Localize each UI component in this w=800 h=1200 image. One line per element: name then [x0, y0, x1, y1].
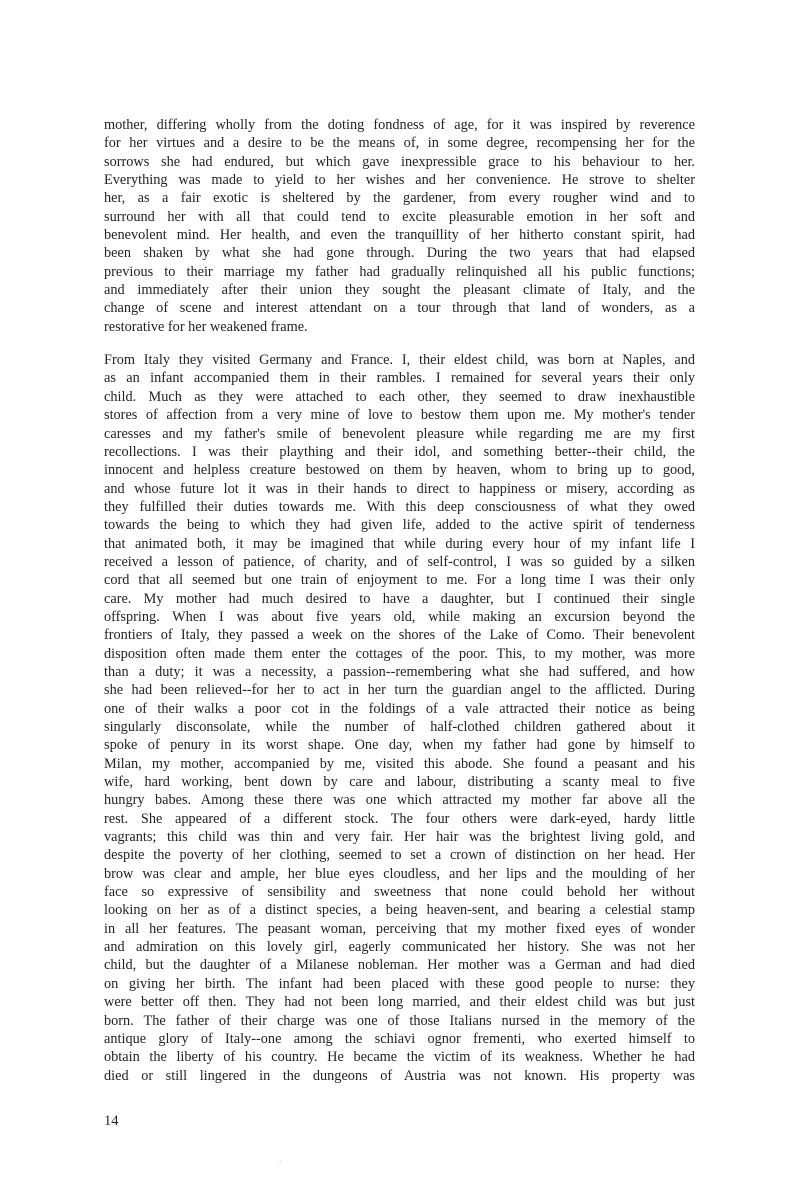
- body-text: [104, 116, 695, 1085]
- text-line: surround her with all that could tend to excite pleasurable emotion in her soft and: [104, 208, 695, 225]
- text-line: towards the being to which they had given life, added to the active spirit of tenderness: [104, 517, 695, 534]
- text-line: brow was clear and ample, her blue eyes cloudless, and her lips and the moulding of her: [104, 865, 695, 882]
- text-line: they fulfilled their duties towards me. With this deep consciousness of what they owed: [104, 498, 695, 515]
- text-line: child. Much as they were attached to each other, they seemed to draw inexhaustible: [104, 388, 695, 405]
- text-line: born. The father of their charge was one of those Italians nursed in the memory of the: [104, 1012, 695, 1029]
- text-line: singularly disconsolate, while the number of half-clothed children gathered about it: [104, 719, 695, 735]
- text-line: looking on her as of a distinct species, a being heaven-sent, and bearing a celestial stamp: [104, 902, 695, 919]
- text-line: for her virtues and a desire to be the means of, in some degree, recompensing her for the: [104, 135, 695, 152]
- text-line: and whose future lot it was in their hands to direct to happiness or misery, according as: [104, 480, 695, 497]
- text-line: on giving her birth. The infant had been placed with these good people to nurse: they: [104, 975, 695, 992]
- text-line: disposition often made them enter the cottages of the poor. This, to my mother, was more: [104, 645, 695, 662]
- text-line: died or still lingered in the dungeons of Austria was not known. His property was: [104, 1067, 695, 1084]
- text-line: Everything was made to yield to her wishes and her convenience. He strove to shelter: [104, 172, 695, 189]
- text-line: recollections. I was their plaything and their idol, and something better--their child, the: [104, 443, 695, 460]
- text-line: spoke of penury in its worst shape. One day, when my father had gone by himself to: [104, 737, 695, 754]
- text-line: previous to their marriage my father had gradually relinquished all his public functions;: [104, 263, 695, 280]
- text-line: were better off then. They had not been long married, and their eldest child was but just: [104, 994, 695, 1011]
- text-line: vagrants; this child was thin and very fair. Her hair was the brightest living gold, and: [104, 829, 695, 846]
- text-line: in all her features. The peasant woman, perceiving that my mother fixed eyes of wonder: [104, 920, 695, 937]
- text-line: antique glory of Italy--one among the schiavi ognor frementi, who exerted himself to: [104, 1030, 695, 1047]
- text-line: one of their walks a poor cot in the foldings of a vale attracted their notice as being: [104, 700, 695, 717]
- text-line: cord that all seemed but one train of enjoyment to me. For a long time I was their only: [104, 572, 695, 589]
- text-line: rest. She appeared of a different stock. The four others were dark-eyed, hardy little: [104, 810, 695, 827]
- paragraph-2: [104, 351, 695, 1085]
- text-line: received a lesson of patience, of charity, and of self-control, I was so guided by a silken: [104, 553, 695, 570]
- text-line: she had been relieved--for her to act in her turn the guardian angel to the afflicted. During: [104, 682, 695, 699]
- text-line: obtain the liberty of his country. He became the victim of its weakness. Whether he had: [104, 1049, 695, 1066]
- text-line: as an infant accompanied them in their rambles. I remained for several years their only: [104, 370, 695, 387]
- text-line: and admiration on this lovely girl, eagerly communicated her history. She was not her: [104, 939, 695, 956]
- text-line: offspring. When I was about five years old, while making an excursion beyond the: [104, 608, 695, 625]
- text-line: her, as a fair exotic is sheltered by the gardener, from every rougher wind and to: [104, 190, 695, 207]
- text-line: benevolent mind. Her health, and even the tranquillity of her hitherto constant spirit, had: [104, 227, 695, 244]
- text-line: stores of affection from a very mine of love to bestow them upon me. My mother's tender: [104, 407, 695, 424]
- text-line: care. My mother had much desired to have a daughter, but I continued their single: [104, 590, 695, 607]
- text-line: innocent and helpless creature bestowed on them by heaven, whom to bring up to good,: [104, 462, 695, 479]
- text-line: caresses and my father's smile of benevolent pleasure while regarding me are my first: [104, 425, 695, 442]
- text-line: Milan, my mother, accompanied by me, visited this abode. She found a peasant and his: [104, 755, 695, 772]
- text-line: wife, hard working, bent down by care and labour, distributing a scanty meal to five: [104, 774, 695, 791]
- text-line: been shaken by what she had gone through. During the two years that had elapsed: [104, 245, 695, 262]
- text-line: change of scene and interest attendant on a tour through that land of wonders, as a: [104, 300, 695, 317]
- text-line: frontiers of Italy, they passed a week on the shores of the Lake of Como. Their benevolent: [104, 627, 695, 644]
- scan-artifact: [279, 1161, 282, 1163]
- text-line: hungry babes. Among these there was one which attracted my mother far above all the: [104, 792, 695, 809]
- text-line: sorrows she had endured, but which gave inexpressible grace to his behaviour to her.: [104, 153, 695, 170]
- paragraph-1: [104, 116, 695, 336]
- text-line: and immediately after their union they sought the pleasant climate of Italy, and the: [104, 282, 695, 299]
- text-line: mother, differing wholly from the doting fondness of age, for it was inspired by reverence: [104, 117, 695, 133]
- text-line: that animated both, it may be imagined that while during every hour of my infant life I: [104, 535, 695, 552]
- text-line: From Italy they visited Germany and France. I, their eldest child, was born at Naples, and: [104, 352, 695, 369]
- text-line: face so expressive of sensibility and sweetness that none could behold her without: [104, 884, 695, 901]
- page-number: 14: [104, 1113, 119, 1129]
- text-line: child, but the daughter of a Milanese nobleman. Her mother was a German and had died: [104, 957, 695, 974]
- text-line: restorative for her weakened frame.: [104, 318, 308, 335]
- text-line: than a duty; it was a necessity, a passion--remembering what she had suffered, and how: [104, 663, 695, 680]
- text-line: despite the poverty of her clothing, seemed to set a crown of distinction on her head. Her: [104, 847, 695, 864]
